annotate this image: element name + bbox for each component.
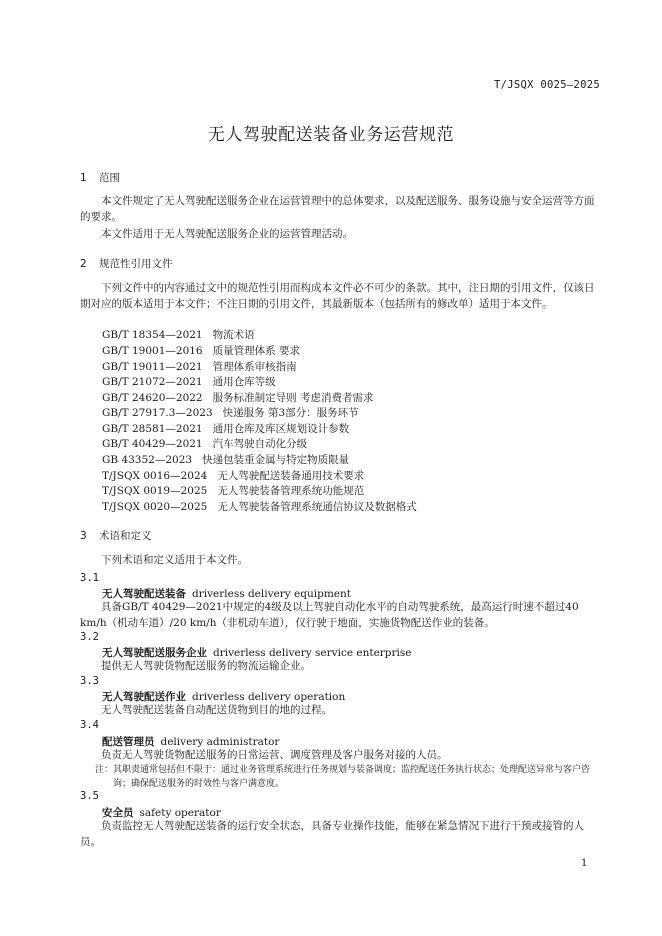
section-title: 术语和定义 xyxy=(99,530,152,542)
page-number: 1 xyxy=(581,858,588,869)
reference-code: T/JSQX 0020—2025 xyxy=(102,501,208,513)
section-3-heading xyxy=(80,528,152,543)
reference-code: T/JSQX 0019—2025 xyxy=(102,485,208,497)
term-chinese: 无人驾驶配送装备 xyxy=(102,588,186,600)
term-definition: 负责无人驾驶货物配送服务的日常运营、调度管理及客户服务对接的人员。 xyxy=(101,749,448,761)
term-heading xyxy=(102,805,221,820)
note-text: 其职责通常包括但不限于：通过业务管理系统进行任务规划与装备调度；监控配送任务执行状态；处理配送异常与客户咨询；确保配送服务的时效性与客户满意度。 xyxy=(113,765,591,789)
reference-item xyxy=(102,422,349,438)
reference-item xyxy=(102,375,276,391)
term-english: safety operator xyxy=(139,807,221,819)
reference-title: 无人驾驶配送装备通用技术要求 xyxy=(217,470,365,482)
term-english: driverless delivery operation xyxy=(192,691,346,703)
section-1-heading xyxy=(80,170,120,185)
reference-title: 质量管理体系 要求 xyxy=(212,345,300,357)
term-chinese: 无人驾驶配送服务企业 xyxy=(102,647,207,659)
term-heading xyxy=(102,734,279,749)
reference-title: 服务标准制定导则 考虑消费者需求 xyxy=(212,392,374,404)
reference-code: GB/T 21072—2021 xyxy=(102,376,203,388)
term-definition: 具备GB/T 40429—2021中规定的4级及以上驾驶自动化水平的自动驾驶系统，最高运行时速不超过40 km/h（机动车道）/20 km/h（非机动车道），仅行驶于地面，实施货物配送作业的装备。 xyxy=(80,601,579,629)
document-title: 无人驾驶配送装备业务运营规范 xyxy=(207,125,455,145)
standard-code: T/JSQX 0025—2025 xyxy=(494,79,600,91)
term-heading xyxy=(102,645,412,660)
reference-item xyxy=(102,344,300,360)
term-english: delivery administrator xyxy=(160,736,280,748)
section-number: 2 xyxy=(80,258,87,270)
reference-code: GB/T 24620—2022 xyxy=(102,392,203,404)
reference-code: GB/T 28581—2021 xyxy=(102,423,203,435)
term-definition: 负责监控无人驾驶配送装备的运行安全状态，具备专业操作技能，能够在紧急情况下进行干预或接管的人员。 xyxy=(80,820,584,848)
term-english: driverless delivery equipment xyxy=(192,588,351,600)
scope-paragraph-2: 本文件适用于无人驾驶配送服务企业的运营管理活动。 xyxy=(101,228,353,240)
reference-item xyxy=(102,469,364,485)
reference-item xyxy=(102,484,364,500)
term-definition: 无人驾驶配送装备自动配送货物到目的地的过程。 xyxy=(101,704,332,716)
reference-code: GB/T 40429—2021 xyxy=(102,438,203,450)
reference-title: 管理体系审核指南 xyxy=(212,361,297,373)
term-heading xyxy=(102,689,345,704)
term-number: 3.1 xyxy=(80,572,99,584)
reference-title: 通用仓库等级 xyxy=(212,376,276,388)
term-chinese: 无人驾驶配送作业 xyxy=(102,691,186,703)
reference-title: 物流术语 xyxy=(212,329,255,341)
references-intro: 下列文件中的内容通过文中的规范性引用而构成本文件必不可少的条款。其中，注日期的引用文件，仅该日期对应的版本适用于本文件；不注日期的引用文件，其最新版本（包括所有的修改单）适用于本文件。 xyxy=(80,282,595,310)
term-number: 3.4 xyxy=(80,719,99,731)
reference-item xyxy=(102,406,359,422)
term-definition: 提供无人驾驶货物配送服务的物流运输企业。 xyxy=(101,660,311,672)
reference-code: GB/T 19001—2016 xyxy=(102,345,203,357)
section-title: 规范性引用文件 xyxy=(99,258,173,270)
reference-item xyxy=(102,500,417,516)
reference-item xyxy=(102,453,349,469)
reference-code: GB/T 27917.3—2023 xyxy=(102,407,213,419)
reference-code: T/JSQX 0016—2024 xyxy=(102,470,208,482)
reference-code: GB/T 18354—2021 xyxy=(102,329,203,341)
section-number: 1 xyxy=(80,172,87,184)
scope-paragraph-1: 本文件规定了无人驾驶配送服务企业在运营管理中的总体要求，以及配送服务、服务设施与安全运营等方面的要求。 xyxy=(80,195,595,223)
terms-intro: 下列术语和定义适用于本文件。 xyxy=(101,554,248,566)
reference-item xyxy=(102,437,307,453)
reference-item xyxy=(102,328,255,344)
note-label: 注： xyxy=(95,765,114,775)
term-chinese: 安全员 xyxy=(102,807,134,819)
term-number: 3.2 xyxy=(80,631,99,643)
term-note xyxy=(95,764,595,791)
reference-item xyxy=(102,360,297,376)
term-number: 3.5 xyxy=(80,790,99,802)
reference-title: 无人驾驶装备管理系统功能规范 xyxy=(217,485,365,497)
reference-title: 汽车驾驶自动化分级 xyxy=(212,438,308,450)
section-2-heading xyxy=(80,256,173,271)
reference-title: 快递服务 第3部分：服务环节 xyxy=(222,407,359,419)
term-english: driverless delivery service enterprise xyxy=(213,647,412,659)
term-heading xyxy=(102,586,351,601)
reference-code: GB/T 19011—2021 xyxy=(102,361,203,373)
section-title: 范围 xyxy=(99,172,120,184)
term-chinese: 配送管理员 xyxy=(102,736,155,748)
reference-title: 无人驾驶装备管理系统通信协议及数据格式 xyxy=(217,501,417,513)
reference-item xyxy=(102,391,373,407)
reference-code: GB 43352—2023 xyxy=(102,454,193,466)
reference-title: 通用仓库及库区规划设计参数 xyxy=(212,423,350,435)
term-number: 3.3 xyxy=(80,675,99,687)
reference-title: 快递包装重金属与特定物质限量 xyxy=(202,454,350,466)
section-number: 3 xyxy=(80,530,87,542)
